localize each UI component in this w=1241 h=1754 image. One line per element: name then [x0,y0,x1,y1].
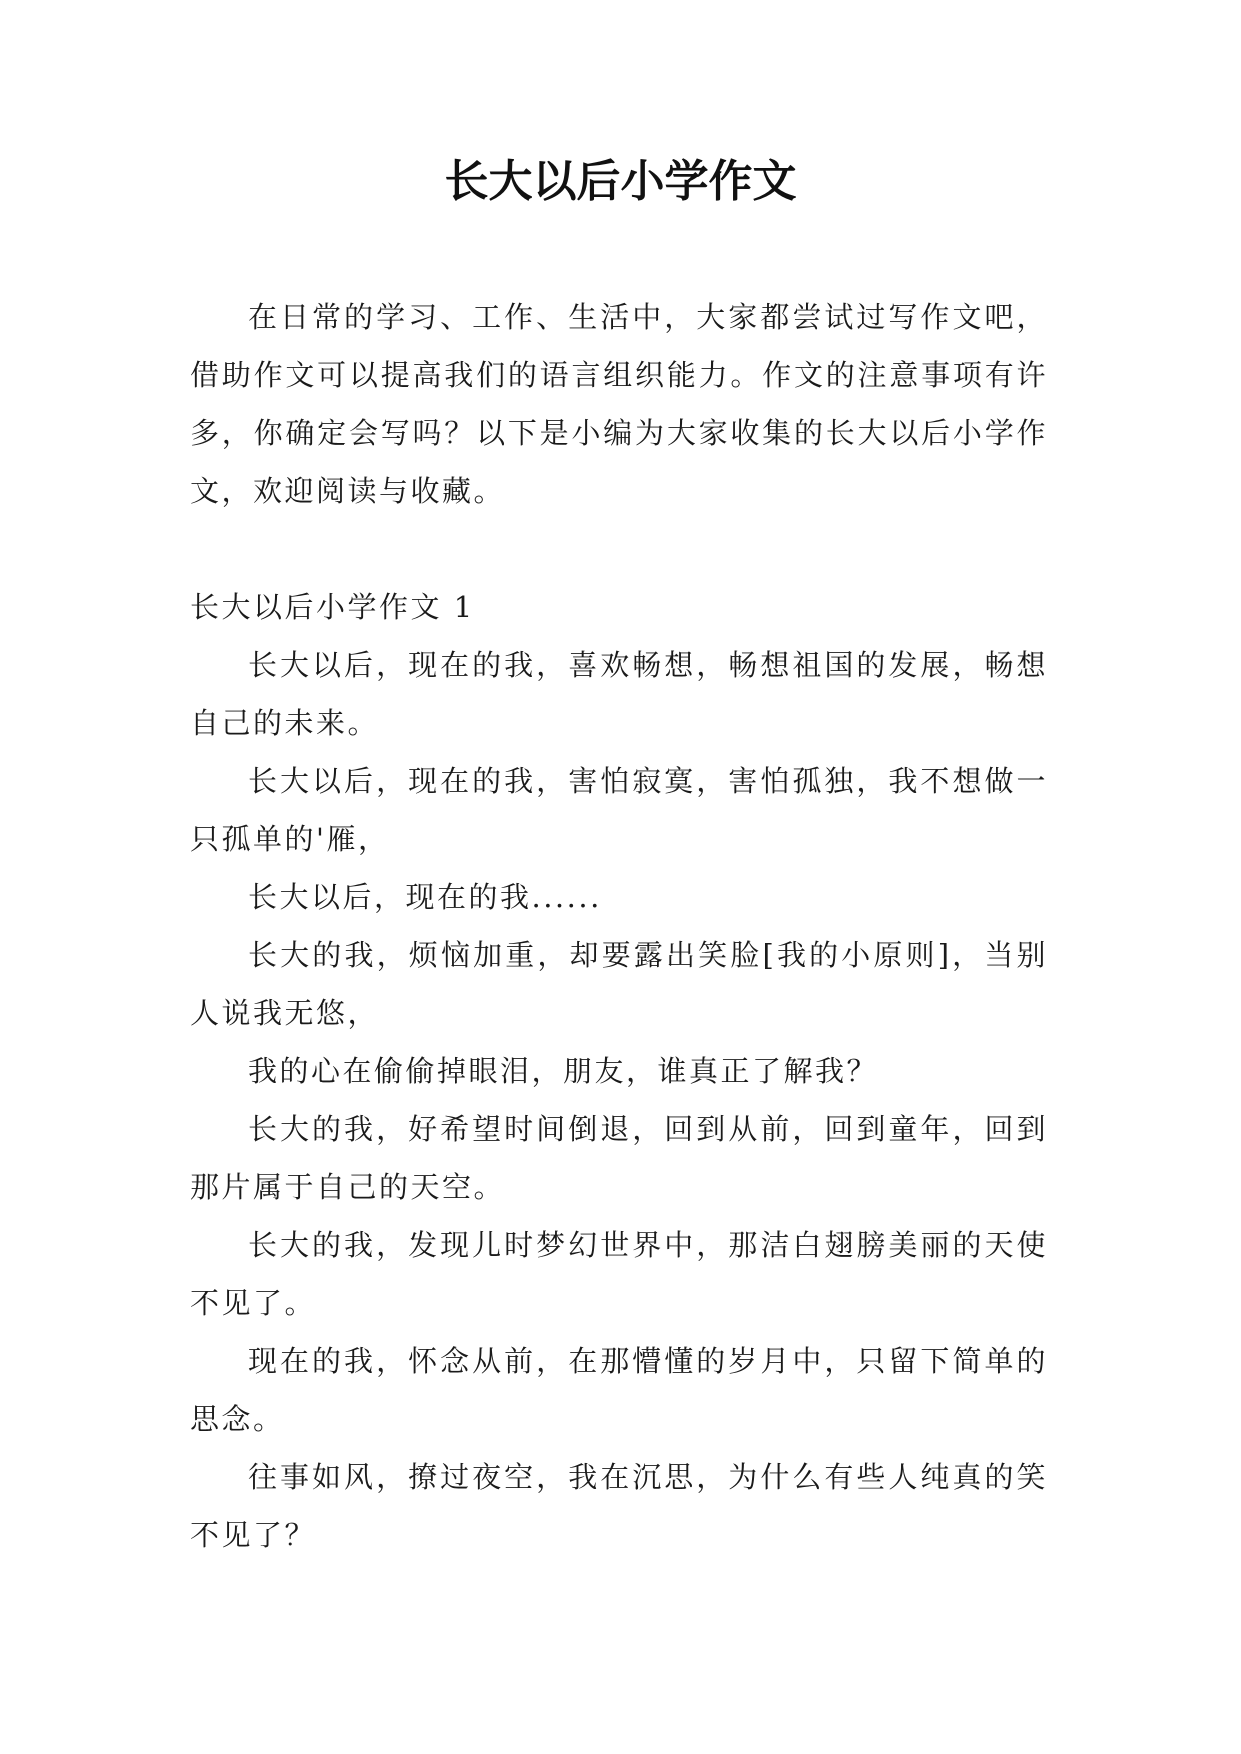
body-paragraph: 现在的我，怀念从前，在那懵懂的岁月中，只留下简单的思念。 [190,1344,1048,1436]
document-title: 长大以后小学作文 [444,156,797,207]
intro-paragraph: 在日常的学习、工作、生活中，大家都尝试过写作文吧，借助作文可以提高我们的语言组织能力。作文的注意事项有许多，你确定会写吗？以下是小编为大家收集的长大以后小学作文，欢迎阅读与收藏。 [190,300,1048,508]
body-paragraph: 我的心在偷偷掉眼泪，朋友，谁真正了解我？ [248,1054,879,1088]
body-paragraph: 往事如风，撩过夜空，我在沉思，为什么有些人纯真的笑不见了？ [190,1460,1048,1552]
body-paragraph: 长大的我，发现儿时梦幻世界中，那洁白翅膀美丽的天使不见了。 [190,1228,1048,1320]
body-paragraph: 长大的我，好希望时间倒退，回到从前，回到童年，回到那片属于自己的天空。 [190,1112,1048,1204]
section-heading: 长大以后小学作文 1 [190,590,475,624]
document-body [190,288,1048,1564]
body-paragraph: 长大以后，现在的我...... [248,880,602,914]
body-paragraph: 长大以后，现在的我，害怕寂寞，害怕孤独，我不想做一只孤单的'雁， [190,764,1048,856]
body-paragraph: 长大以后，现在的我，喜欢畅想，畅想祖国的发展，畅想自己的未来。 [190,648,1048,740]
body-paragraph: 长大的我，烦恼加重，却要露出笑脸[我的小原则]，当别人说我无悠， [190,938,1048,1030]
